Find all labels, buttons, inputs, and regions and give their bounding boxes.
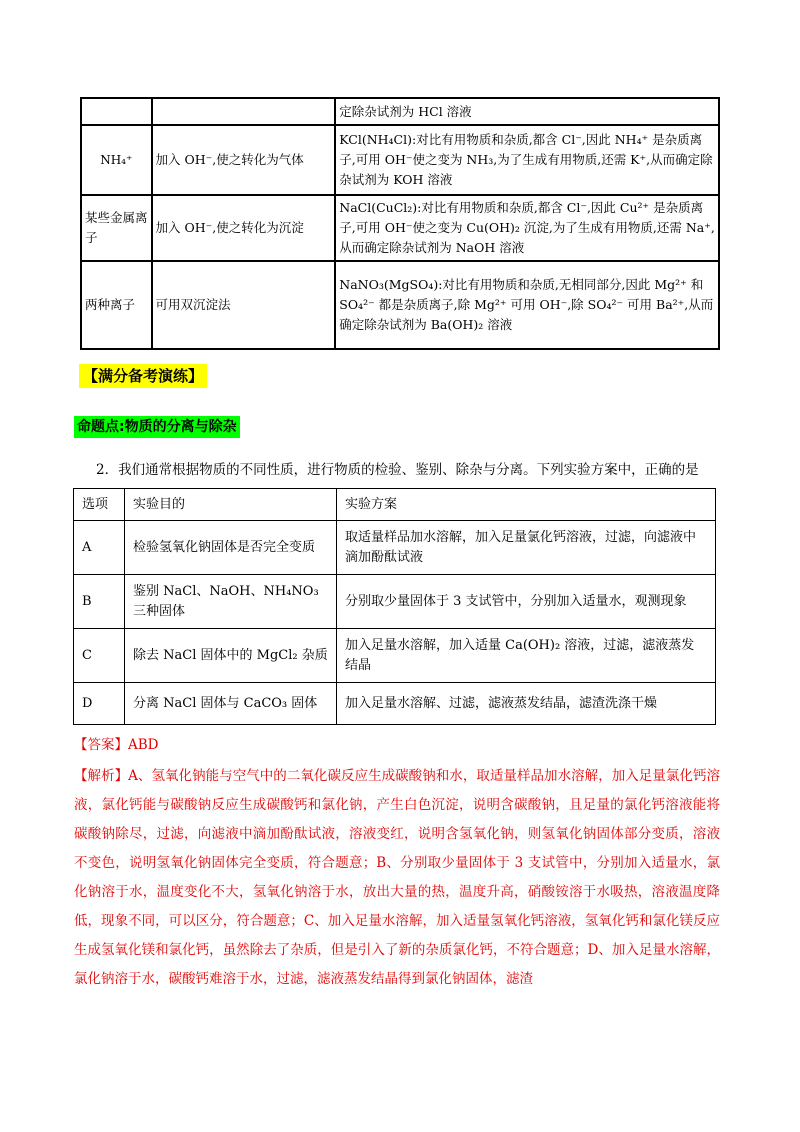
option-purpose: 检验氢氧化钠固体是否完全变质: [125, 521, 337, 575]
option-letter: C: [74, 629, 125, 683]
option-purpose: 除去 NaCl 固体中的 MgCl₂ 杂质: [125, 629, 337, 683]
ion-cell: 两种离子: [81, 261, 152, 349]
option-letter: D: [74, 683, 125, 725]
option-purpose: 鉴别 NaCl、NaOH、NH₄NO₃ 三种固体: [125, 575, 337, 629]
topic-label: 命题点:物质的分离与除杂: [74, 416, 240, 438]
table-row: [74, 521, 716, 575]
table-header-row: [74, 489, 716, 521]
table-row: [74, 629, 716, 683]
option-letter: B: [74, 575, 125, 629]
section-title: 【满分备考演练】: [79, 364, 207, 388]
answer-text: 【答案】ABD: [74, 737, 159, 753]
table-row: [81, 261, 719, 349]
option-plan: 取适量样品加水溶解，加入足量氯化钙溶液，过滤，向滤液中滴加酚酞试液: [337, 521, 716, 575]
ion-removal-table: [80, 97, 720, 350]
option-purpose: 分离 NaCl 固体与 CaCO₃ 固体: [125, 683, 337, 725]
option-plan: 加入足量水溶解、过滤，滤液蒸发结晶，滤渣洗涤干燥: [337, 683, 716, 725]
example-cell: 定除杂试剂为 HCl 溶液: [335, 98, 719, 125]
table-row: [81, 98, 719, 125]
method-cell: [152, 98, 336, 125]
option-letter: A: [74, 521, 125, 575]
example-cell: KCl(NH₄Cl):对比有用物质和杂质,都含 Cl⁻,因此 NH₄⁺ 是杂质离子,可用 OH⁻使之变为 NH₃,为了生成有用物质,还需 K⁺,从而确定除杂试剂为 KOH 溶液: [335, 125, 719, 195]
analysis-text: 【解析】A、氢氧化钠能与空气中的二氧化碳反应生成碳酸钠和水，取适量样品加水溶解，加入足量氯化钙溶液，氯化钙能与碳酸钠反应生成碳酸钙和氯化钠，产生白色沉淀，说明含碳酸钠，且足量的氯化钙溶液能将碳酸钠除尽，过滤，向滤液中滴加酚酞试液，溶液变红，说明含氢氧化钠，则氢氧化钠固体部分变质，溶液不变色，说明氢氧化钠固体完全变质，符合题意；B、分别取少量固体于 3 支试管中，分别加入适量水，氯化钠溶于水，温度变化不大，氢氧化钠溶于水，放出大量的热，温度升高，硝酸铵溶于水吸热，溶液温度降低，现象不同，可以区分，符合题意；C、加入足量水溶解，加入适量氢氧化钙溶液，氢氧化钙和氯化镁反应生成氢氧化镁和氯化钙，虽然除去了杂质，但是引入了新的杂质氯化钙，不符合题意；D、加入足量水溶解，氯化钠溶于水，碳酸钙难溶于水，过滤，滤液蒸发结晶得到氯化钠固体，滤渣: [74, 768, 720, 987]
option-plan: 分别取少量固体于 3 支试管中，分别加入适量水，观测现象: [337, 575, 716, 629]
example-cell: NaCl(CuCl₂):对比有用物质和杂质,都含 Cl⁻,因此 Cu²⁺ 是杂质离子,可用 OH⁻使之变为 Cu(OH)₂ 沉淀,为了生成有用物质,还需 Na⁺,从而确定除杂试剂为 NaOH 溶液: [335, 195, 719, 261]
ion-formula: NH₄⁺: [100, 153, 133, 167]
table-row: [81, 195, 719, 261]
header-purpose: 实验目的: [125, 489, 337, 521]
table-row: [74, 683, 716, 725]
ion-cell: 某些金属离子: [81, 195, 152, 261]
table-row: [81, 125, 719, 195]
header-option: 选项: [74, 489, 125, 521]
options-table: [73, 488, 716, 725]
header-plan: 实验方案: [337, 489, 716, 521]
method-cell: 可用双沉淀法: [152, 261, 336, 349]
question-text: 2．我们通常根据物质的不同性质，进行物质的检验、鉴别、除杂与分离。下列实验方案中，正确的是: [96, 462, 699, 478]
ion-cell: [81, 98, 152, 125]
ion-cell: [81, 125, 152, 195]
method-cell: 加入 OH⁻,使之转化为气体: [152, 125, 336, 195]
option-plan: 加入足量水溶解，加入适量 Ca(OH)₂ 溶液，过滤，滤液蒸发结晶: [337, 629, 716, 683]
table-row: [74, 575, 716, 629]
example-cell: NaNO₃(MgSO₄):对比有用物质和杂质,无相同部分,因此 Mg²⁺ 和 SO₄²⁻ 都是杂质离子,除 Mg²⁺ 可用 OH⁻,除 SO₄²⁻ 可用 Ba²⁺,从而确定除杂试剂为 Ba(OH)₂ 溶液: [335, 261, 719, 349]
method-cell: 加入 OH⁻,使之转化为沉淀: [152, 195, 336, 261]
